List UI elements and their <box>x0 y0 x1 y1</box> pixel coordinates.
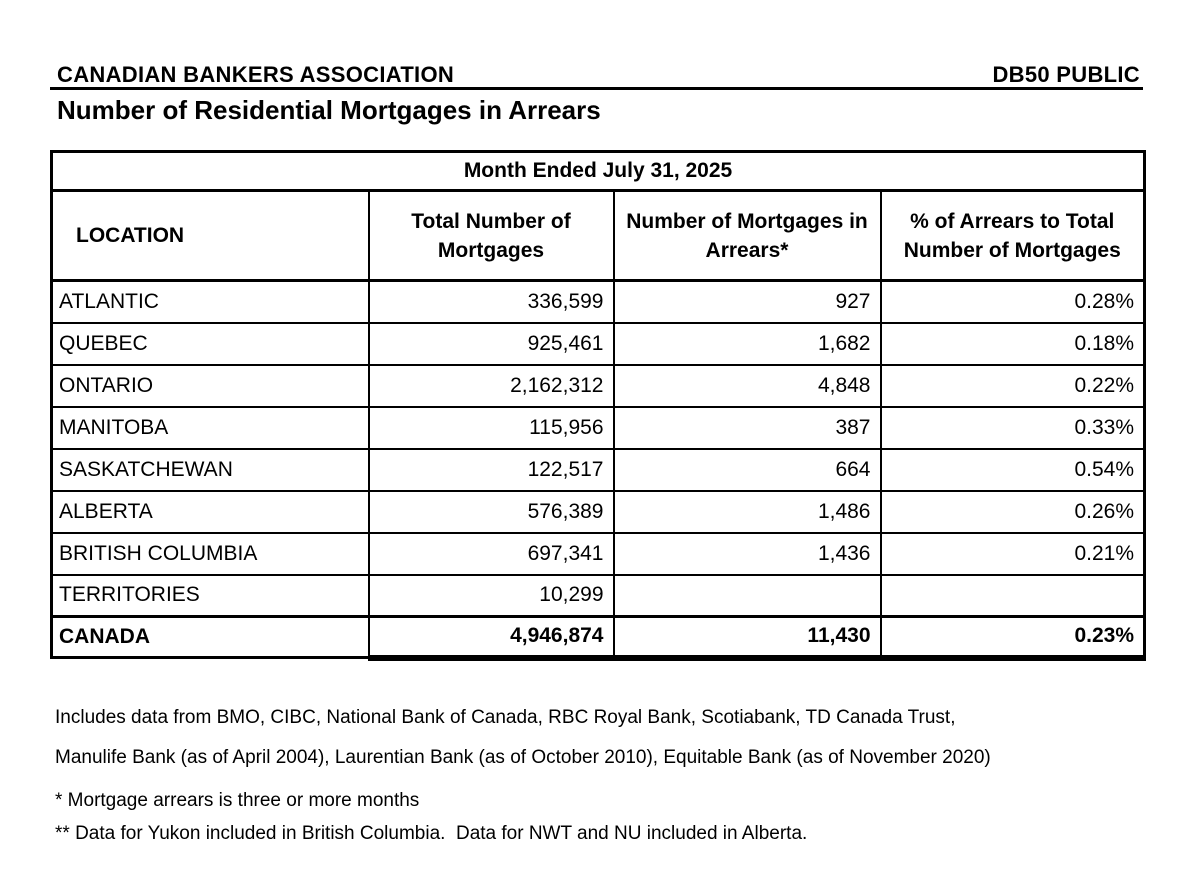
arrears-cell: 927 <box>614 281 881 323</box>
table-row-saskatchewan <box>52 449 1145 491</box>
header-rule <box>50 87 1143 90</box>
masthead <box>57 62 1140 87</box>
arrears-cell: 1,682 <box>614 323 881 365</box>
total-mortgages-cell: 697,341 <box>369 533 614 575</box>
pct-cell: 0.22% <box>881 365 1145 407</box>
pct-cell: 0.23% <box>881 617 1145 658</box>
table-row-manitoba <box>52 407 1145 449</box>
footnote-sources-line1: Includes data from BMO, CIBC, National Bank of Canada, RBC Royal Bank, Scotiabank, TD Canada Trust, <box>55 707 956 728</box>
total-mortgages-cell: 336,599 <box>369 281 614 323</box>
location-cell: TERRITORIES <box>52 575 369 617</box>
total-mortgages-cell: 925,461 <box>369 323 614 365</box>
pct-cell: 0.54% <box>881 449 1145 491</box>
column-header-row <box>52 191 1145 281</box>
total-mortgages-cell: 4,946,874 <box>369 617 614 658</box>
location-cell: ALBERTA <box>52 491 369 533</box>
pct-cell: 0.28% <box>881 281 1145 323</box>
arrears-cell: 1,486 <box>614 491 881 533</box>
col-header-total: Total Number of Mortgages <box>369 191 614 281</box>
total-mortgages-cell: 576,389 <box>369 491 614 533</box>
table-row-british-columbia <box>52 533 1145 575</box>
pct-cell: 0.18% <box>881 323 1145 365</box>
arrears-cell: 1,436 <box>614 533 881 575</box>
pct-cell: 0.21% <box>881 533 1145 575</box>
table-row-atlantic <box>52 281 1145 323</box>
footnote-sources-line2: Manulife Bank (as of April 2004), Laurentian Bank (as of October 2010), Equitable Bank (as of November 2020) <box>55 747 991 768</box>
location-cell: ONTARIO <box>52 365 369 407</box>
table-row-territories <box>52 575 1145 617</box>
footnote-arrears-definition: * Mortgage arrears is three or more months <box>55 790 420 811</box>
arrears-table <box>50 150 1146 661</box>
location-cell: SASKATCHEWAN <box>52 449 369 491</box>
arrears-cell: 11,430 <box>614 617 881 658</box>
pct-cell <box>881 575 1145 617</box>
location-cell: ATLANTIC <box>52 281 369 323</box>
org-name: CANADIAN BANKERS ASSOCIATION <box>57 62 455 87</box>
table-row-quebec <box>52 323 1145 365</box>
pct-cell: 0.26% <box>881 491 1145 533</box>
total-mortgages-cell: 122,517 <box>369 449 614 491</box>
table-row-canada-total <box>52 617 1145 658</box>
total-mortgages-cell: 10,299 <box>369 575 614 617</box>
pct-cell: 0.33% <box>881 407 1145 449</box>
location-cell: BRITISH COLUMBIA <box>52 533 369 575</box>
page-title: Number of Residential Mortgages in Arrears <box>57 95 601 125</box>
location-cell: CANADA <box>52 617 369 658</box>
arrears-cell <box>614 575 881 617</box>
col-header-arrears: Number of Mortgages in Arrears* <box>614 191 881 281</box>
location-cell: QUEBEC <box>52 323 369 365</box>
table-row-alberta <box>52 491 1145 533</box>
col-header-pct: % of Arrears to Total Number of Mortgages <box>881 191 1145 281</box>
period-header: Month Ended July 31, 2025 <box>52 152 1145 191</box>
col-header-location: LOCATION <box>52 191 369 281</box>
arrears-cell: 387 <box>614 407 881 449</box>
table-row-ontario <box>52 365 1145 407</box>
period-row <box>52 152 1145 191</box>
total-mortgages-cell: 115,956 <box>369 407 614 449</box>
location-cell: MANITOBA <box>52 407 369 449</box>
arrears-cell: 4,848 <box>614 365 881 407</box>
total-mortgages-cell: 2,162,312 <box>369 365 614 407</box>
classification-label: DB50 PUBLIC <box>992 62 1140 87</box>
arrears-cell: 664 <box>614 449 881 491</box>
footnote-territories-note: ** Data for Yukon included in British Columbia. Data for NWT and NU included in Alberta. <box>55 823 808 844</box>
